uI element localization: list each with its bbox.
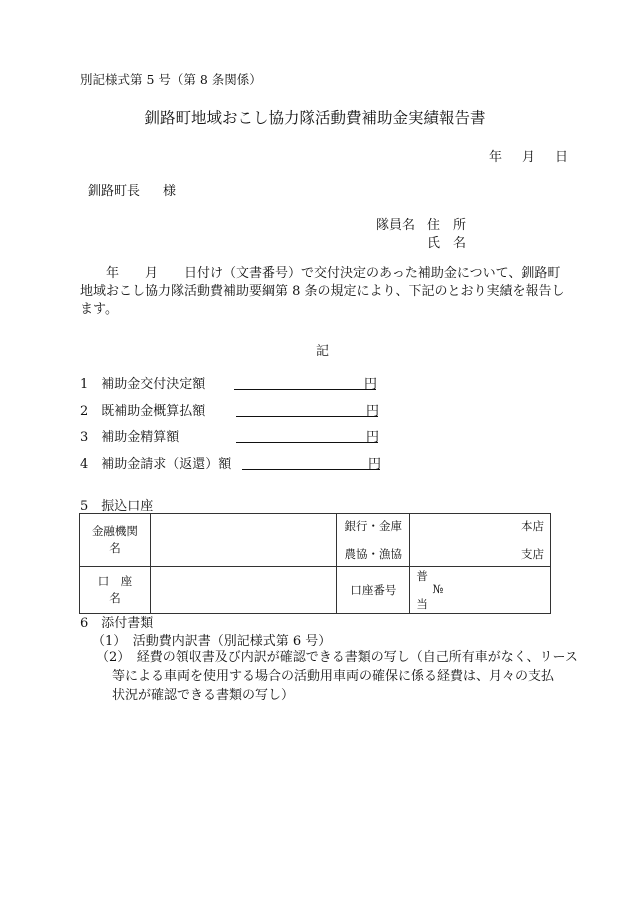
branch-main-label: 本店: [521, 519, 544, 533]
addressee-honorific: 様: [163, 184, 177, 199]
member-address-label: 住 所: [427, 218, 467, 233]
ki-heading: 記: [316, 344, 330, 359]
account-holder-label-line: 名: [109, 591, 121, 605]
branch-sub-label: 支店: [521, 547, 544, 561]
account-number-label: 口座番号: [337, 567, 410, 614]
report-body-line: 年 月 日付け（文書番号）で交付決定のあった補助金について、釧路町: [80, 266, 561, 281]
attachments-heading: 6 添付書類: [80, 616, 154, 631]
account-holder-label-cell: [80, 567, 151, 614]
document-title: 釧路町地域おこし協力隊活動費補助金実績報告書: [144, 109, 486, 127]
report-body-line: ます。: [80, 302, 118, 317]
branch-cell[interactable]: [410, 514, 551, 567]
member-label: 隊員名: [376, 218, 416, 233]
item-advance-paid: 2 既補助金概算払額: [80, 404, 206, 419]
institution-type-bank: 銀行・金庫: [344, 519, 402, 533]
institution-type-cell: [337, 514, 410, 567]
account-kind-number: №: [432, 582, 444, 596]
item-grant-decision-field[interactable]: [234, 373, 376, 390]
institution-name-field[interactable]: [150, 514, 337, 567]
institution-type-coop: 農協・漁協: [344, 547, 402, 561]
attachment-item-2-line: 状況が確認できる書類の写し）: [112, 688, 295, 703]
account-kind-touza: 当: [416, 597, 428, 611]
report-body-line: 地域おこし協力隊活動費補助要綱第 8 条の規定により、下記のとおり実績を報告し: [80, 284, 565, 299]
item-settlement-field[interactable]: [236, 426, 378, 443]
date-month: 月: [522, 150, 536, 165]
item-claim-return-field[interactable]: [242, 453, 380, 470]
attachment-item-2-line: （2） 経費の領収書及び内訳が確認できる書類の写し（自己所有車がなく、リース: [96, 650, 578, 665]
item-claim-return-yen: 円: [368, 457, 382, 472]
bank-section-heading: 5 振込口座: [80, 499, 154, 514]
date-day: 日: [555, 150, 569, 165]
institution-label-cell: [80, 514, 151, 567]
item-grant-decision-yen: 円: [364, 377, 378, 392]
report-body: [80, 265, 570, 319]
attachment-item-2-line: 等による車両を使用する場合の活動用車両の確保に係る経費は、月々の支払: [112, 669, 555, 684]
member-name-label: 氏 名: [427, 236, 467, 251]
account-kind-futsu: 普: [416, 569, 428, 583]
item-settlement-yen: 円: [366, 430, 380, 445]
item-claim-return: 4 補助金請求（返還）額: [80, 457, 232, 472]
account-holder-field[interactable]: [150, 567, 337, 614]
date-year: 年: [489, 150, 503, 165]
bank-account-table: [79, 513, 551, 614]
institution-label-line: 名: [109, 541, 121, 555]
item-grant-decision: 1 補助金交付決定額: [80, 377, 206, 392]
form-number: 別記様式第 5 号（第 8 条関係）: [80, 72, 262, 87]
account-holder-label-line: 口 座: [97, 574, 133, 588]
account-number-cell[interactable]: [410, 567, 551, 614]
item-settlement: 3 補助金精算額: [80, 430, 180, 445]
item-advance-paid-yen: 円: [366, 404, 380, 419]
attachment-item-2: [96, 648, 578, 705]
institution-label-line: 金融機関: [91, 524, 138, 538]
addressee-name: 釧路町長: [88, 184, 141, 199]
item-advance-paid-field[interactable]: [236, 400, 378, 417]
attachment-item-1: （1） 活動費内訳書（別記様式第 6 号）: [92, 634, 332, 649]
